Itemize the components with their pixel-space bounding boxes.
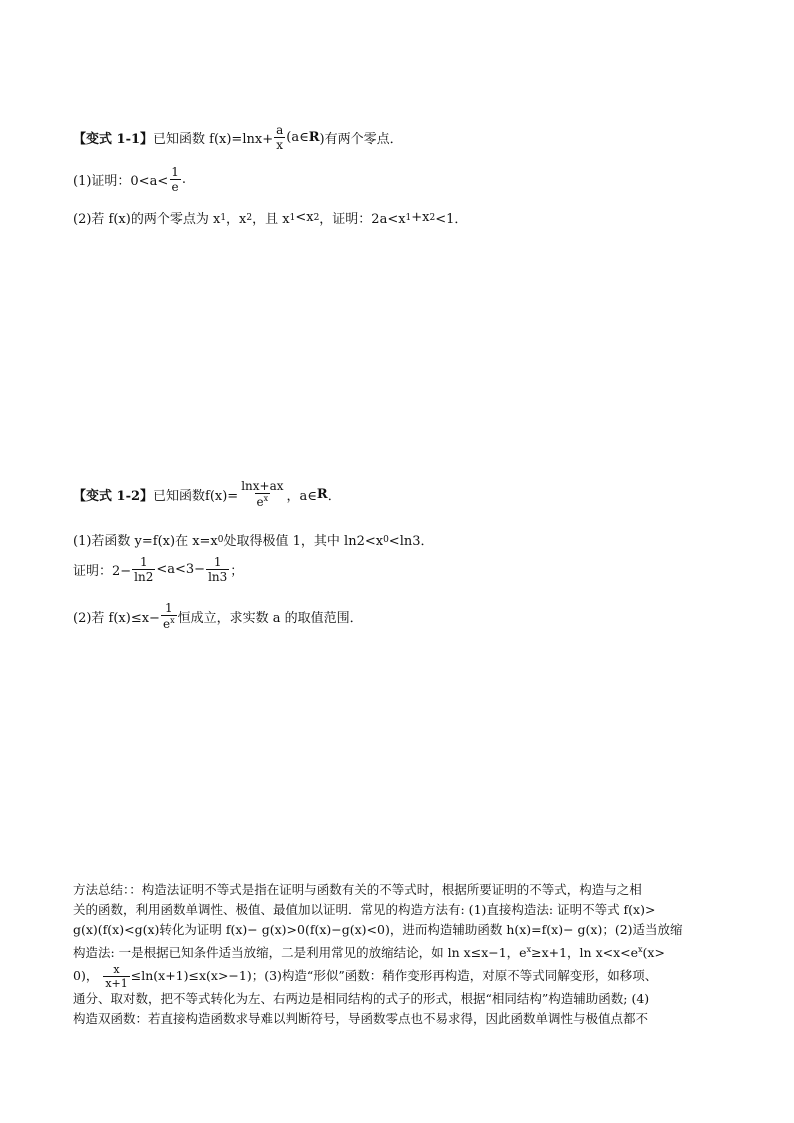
method-summary: 方法总结：：构造法证明不等式是指在证明与函数有关的不等式时，根据所要证明的不等式，构造与之相 关的函数，利用函数单调性、极值、最值加以证明．常见的构造方法有: (1)直接构造法: 证明不等式 f(x)> g(x)(f(x)<g(x)转化为证明 f(x)− g(x)>0(f(x)−g(x)<0)，进而构造辅助函数 h(x)=f(x)− g(x)；(2)适当放缩 构造法: 一是根据已知条件适当放缩，二是利用常见的放缩结论，如 ln x≤x−1，$e^x\ge x+1$，$\ln x<x<e^x(x>$ 0)， $\frac{x}{x+1}$ ≤ln(x+1)≤x(x>−1)；(3)构造“形似”函数：稍作变形再构造，对原不等式同解变形，如移项、 通分、取对数，把不等式转化为左、右两边是相同结构的式子的形式，根据“相同结构”构造辅助函数; (4) 构造双函数：若直接构造函数求导难以判断符号，导函数零点也不易求得，因此函数单调性与极值点都不 — [73, 882, 683, 1027]
variant-1-2-stem: 【变式 1-2】 已知函数f(x)= $\frac{\ln x+ax}{e^x}$ ，a∈ R ． — [73, 479, 341, 509]
fraction-x-over-x-plus-1: $\frac{x}{x+1}$ — [105, 963, 128, 991]
variant-1-2-part-2: (2)若 f(x)≤x− $\frac{1}{e^x}$ 恒成立，求实数 a 的取值范围． — [73, 601, 363, 631]
fraction-1-over-e: $\frac{1}{e}$ — [171, 165, 179, 194]
variant-1-1-part-1: (1)证明：0<a< $\frac{1}{e}$ . — [73, 165, 187, 194]
variant-1-2-title: 【变式 1-2】 — [73, 488, 154, 504]
variant-1-2-proof: 证明：2− $\frac{1}{\ln 2}$ <a<3− $\frac{1}{\ln 3}$ ； — [73, 555, 244, 584]
fraction-1-over-ln2: $\frac{1}{\ln 2}$ — [134, 555, 154, 584]
variant-1-1-title: 【变式 1-1】 — [73, 132, 154, 147]
variant-1-2-part-1: (1)若函数 y=f(x)在 x=x 0 处取得极值 1，其中 ln2<x 0 <ln3． — [73, 534, 434, 549]
variant-1-1-stem: 【变式 1-1】 已知函数 f(x)=lnx+ $\frac{a}{x}$ (a∈ R )有两个零点． — [73, 123, 403, 152]
variant-1-1-part-2: (2)若 f(x)的两个零点为 x 1 ，x 2 ，且 x 1 <x 2 ，证明：2a<x 1 +x 2 <1． — [73, 210, 468, 227]
fraction-1-over-ln3: $\frac{1}{\ln 3}$ — [208, 555, 228, 584]
fraction-lnx-ax-over-ex: $\frac{\ln x+ax}{e^x}$ — [241, 479, 284, 509]
fraction-a-over-x: $\frac{a}{x}$ — [276, 123, 284, 152]
stem-text: 已知函数 f(x)=lnx+ — [153, 132, 274, 147]
fraction-1-over-ex: $\frac{1}{e^x}$ — [162, 601, 175, 631]
